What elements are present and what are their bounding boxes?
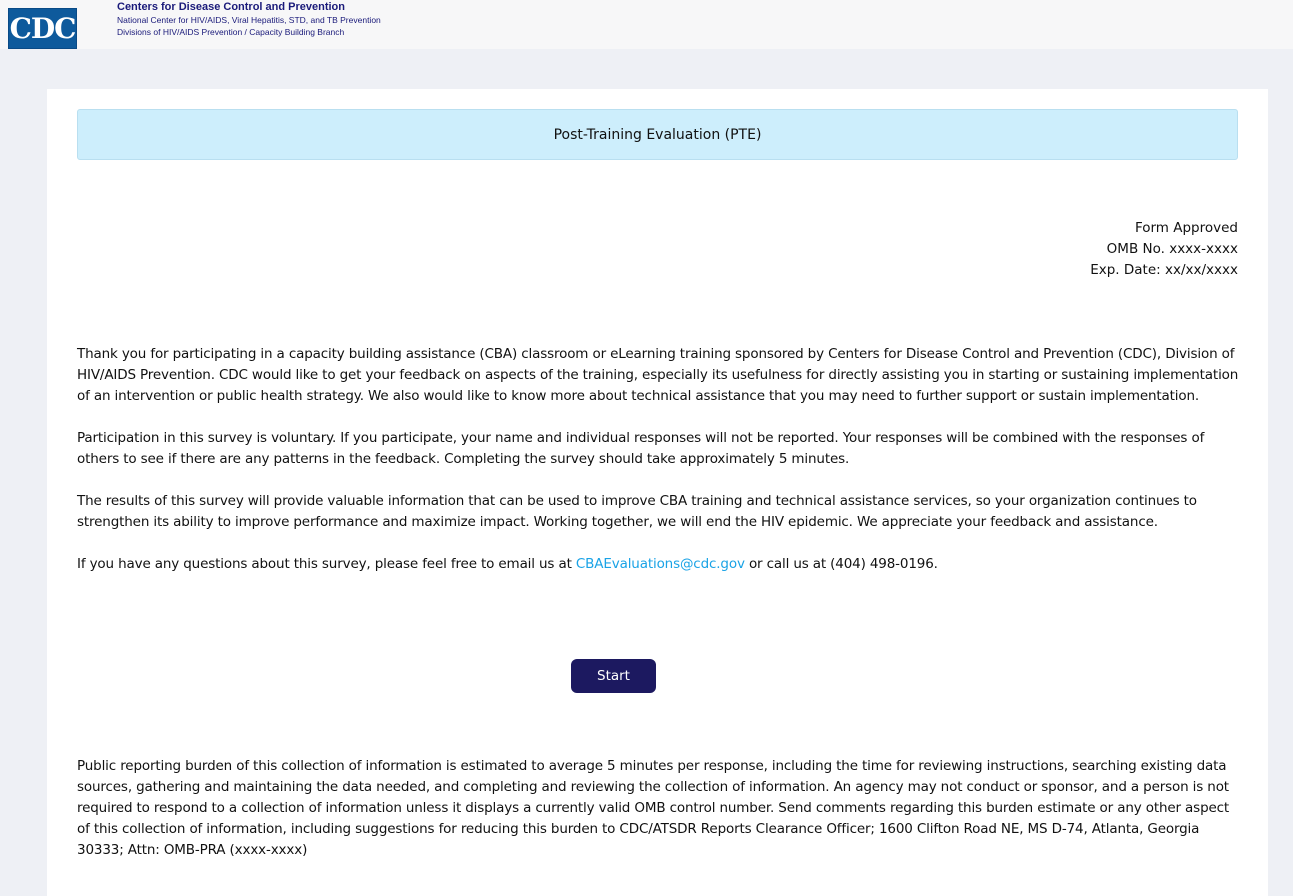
omb-approval (1090, 218, 1238, 281)
site-header (0, 0, 1293, 49)
exp-date: Exp. Date: xx/xx/xxxx (1090, 262, 1238, 278)
intro-text (77, 344, 1242, 596)
intro-paragraph-4 (77, 554, 1242, 575)
email-link[interactable]: CBAEvaluations@cdc.gov (575, 556, 745, 572)
cdc-logo[interactable]: CDC (8, 8, 77, 49)
intro-paragraph-3: The results of this survey will provide valuable information that can be used to improve CBA training and technical assistance services, so your organization continues to strengthen its ability to improve performance and maximize impact. Working together, we will end the HIV epidemic. We appreciate your feedback and assistance. (77, 493, 1197, 530)
burden-statement: Public reporting burden of this collection of information is estimated to average 5 minutes per response, including the time for reviewing instructions, searching existing data sources, gathering and maintaining the data needed, and completing and reviewing the collection of information. An agency may not conduct or sponsor, and a person is not required to respond to a collection of information unless it displays a currently valid OMB control number. Send comments regarding this burden estimate or any other aspect of this collection of information, including suggestions for reducing this burden to CDC/ATSDR Reports Clearance Officer; 1600 Clifton Road NE, MS D-74, Atlanta, Georgia 30333; Attn: OMB-PRA (xxxx-xxxx) (77, 758, 1230, 858)
form-approved: Form Approved (1134, 220, 1238, 236)
content-card (47, 89, 1268, 896)
contact-text-after: or call us at (404) 498-0196. (744, 556, 938, 572)
intro-paragraph-1: Thank you for participating in a capacity building assistance (CBA) classroom or eLearning training sponsored by Centers for Disease Control and Prevention (CDC), Division of HIV/AIDS Prevention. CDC would like to get your feedback on aspects of the training, especially its usefulness for directly assisting you in starting or sustaining implementation of an intervention or public health strategy. We also would like to know more about technical assistance that you may need to further support or sustain implementation. (77, 346, 1239, 404)
org-name: Centers for Disease Control and Prevention (117, 1, 345, 13)
page-title-banner (77, 109, 1238, 160)
page-title: Post-Training Evaluation (PTE) (553, 126, 762, 143)
omb-number: OMB No. xxxx-xxxx (1106, 241, 1238, 257)
start-button[interactable]: Start (571, 659, 656, 693)
center-name: National Center for HIV/AIDS, Viral Hepatitis, STD, and TB Prevention (117, 15, 381, 25)
contact-text-before: If you have any questions about this survey, please feel free to email us at (77, 556, 576, 572)
org-block (117, 1, 381, 38)
intro-paragraph-2: Participation in this survey is voluntary. If you participate, your name and individual responses will not be reported. Your responses will be combined with the responses of others to see if there are any patterns in the feedback. Completing the survey should take approximately 5 minutes. (77, 430, 1205, 467)
division-name: Divisions of HIV/AIDS Prevention / Capacity Building Branch (117, 27, 345, 37)
